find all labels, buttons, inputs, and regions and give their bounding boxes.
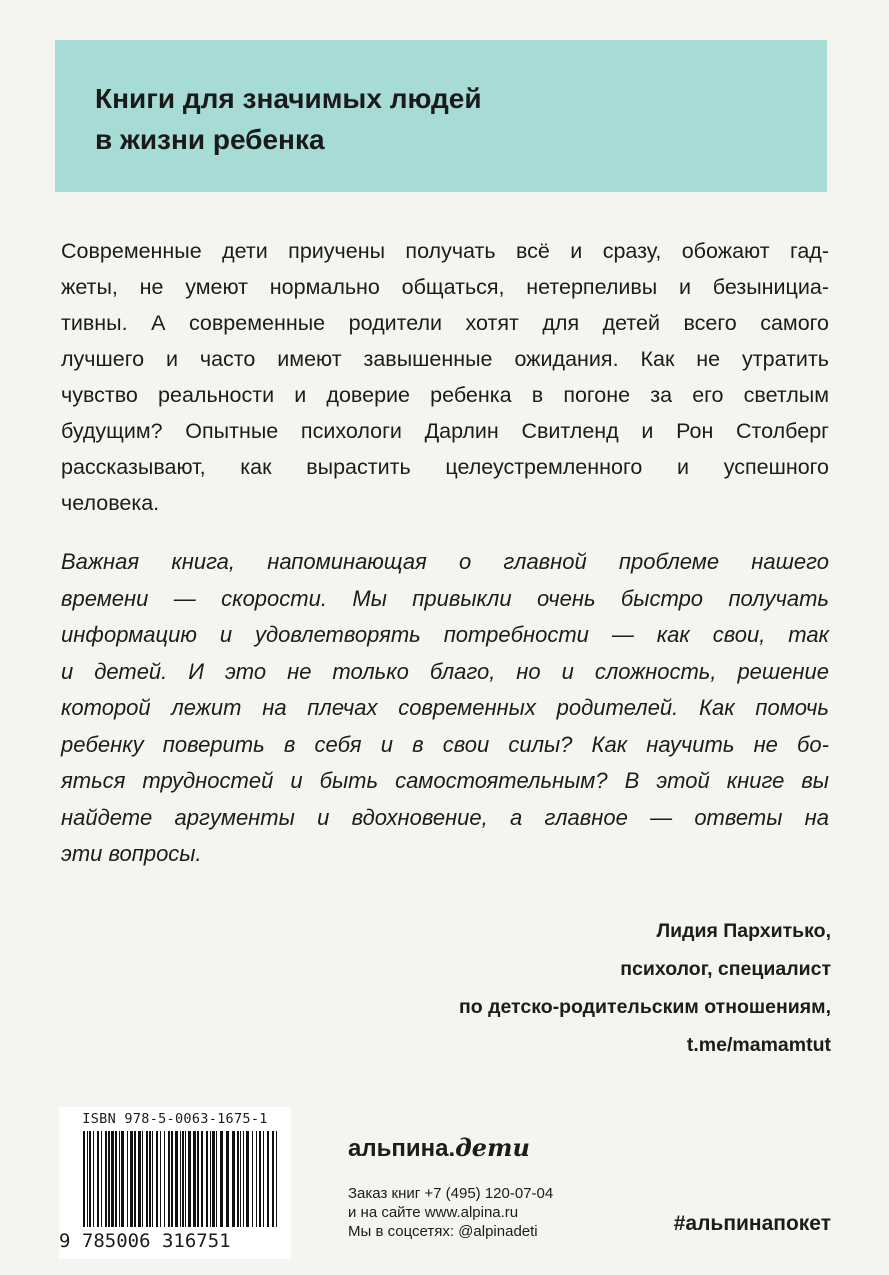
publisher-contacts <box>348 1184 553 1241</box>
quote-line: найдете аргументы и вдохновение, а главное — ответы на <box>61 804 829 830</box>
book-description <box>61 233 829 521</box>
barcode-bar <box>121 1131 124 1227</box>
hashtag: #альпинапокет <box>673 1212 831 1235</box>
barcode-bar <box>108 1131 110 1227</box>
publisher-logo <box>348 1133 530 1163</box>
reviewer-specialty: по детско-родительским отношениям, <box>458 996 831 1018</box>
reviewer-name: Лидия Пархитько, <box>656 920 831 942</box>
barcode-bar <box>212 1131 215 1227</box>
barcode-bar <box>193 1131 196 1227</box>
barcode-bar <box>93 1131 94 1227</box>
reviewer-link[interactable]: t.me/mamamtut <box>686 1034 831 1056</box>
barcode-bar <box>182 1131 184 1227</box>
banner-title <box>95 78 482 160</box>
barcode-bar <box>171 1131 173 1227</box>
quote-line: яться трудностей и быть самостоятельным? В этой книге вы <box>61 768 829 793</box>
quote-line: ребенку поверить в себя и в свои силы? Как научить не бо- <box>61 731 829 757</box>
barcode-bar <box>201 1131 203 1227</box>
description-line: лучшего и часто имеют завышенные ожидания. Как не утратить <box>61 347 829 371</box>
description-line: жеты, не умеют нормально общаться, нетерпеливы и безынициа- <box>61 275 829 299</box>
banner-title-line-1: Книги для значимых людей <box>95 83 482 114</box>
banner-title-line-2: в жизни ребенка <box>95 124 325 155</box>
barcode-bar <box>149 1131 151 1227</box>
barcode-bar <box>232 1131 235 1227</box>
barcode-bar <box>206 1131 208 1227</box>
barcode-bar <box>156 1131 158 1227</box>
barcode-bar <box>263 1131 264 1227</box>
quote-line: информацию и удовлетворять потребности — как свои, так <box>61 622 829 647</box>
barcode-bar <box>164 1131 165 1227</box>
isbn-label: ISBN 978-5-0063-1675-1 <box>82 1111 268 1127</box>
quote-line: и детей. И это не только благо, но и сложность, решение <box>61 658 829 684</box>
barcode-bar <box>267 1131 269 1227</box>
description-line: человека. <box>61 491 160 515</box>
barcode-bar <box>97 1131 99 1227</box>
barcode-bar <box>138 1131 141 1227</box>
order-phone: Заказ книг +7 (495) 120-07-04 <box>348 1185 554 1202</box>
barcode-bar <box>272 1131 274 1227</box>
barcode-bar <box>89 1131 91 1227</box>
barcode-bar <box>220 1131 223 1227</box>
barcode-bar <box>276 1131 277 1227</box>
barcode-bar <box>160 1131 161 1227</box>
barcode-bar <box>83 1131 85 1227</box>
quote-line: Важная книга, напоминающая о главной проблеме нашего <box>61 549 829 574</box>
barcode-bar <box>175 1131 178 1227</box>
description-line: чувство реальности и доверие ребенка в погоне за его светлым <box>61 383 829 407</box>
barcode-bar <box>127 1131 128 1227</box>
barcode-bar <box>168 1131 170 1227</box>
barcode-bar <box>197 1131 199 1227</box>
barcode-bar <box>185 1131 186 1227</box>
logo-suffix: дети <box>455 1133 530 1162</box>
barcode-bar <box>237 1131 239 1227</box>
quote-attribution <box>459 912 831 1064</box>
barcode-bar <box>240 1131 241 1227</box>
header-banner <box>55 40 827 192</box>
description-line: Современные дети приучены получать всё и сразу, обожают гад- <box>61 239 829 263</box>
ean-digits: 9 785006 316751 <box>59 1230 231 1252</box>
logo-prefix: альпина. <box>348 1135 456 1162</box>
barcode-bar <box>243 1131 244 1227</box>
description-line: тивны. А современные родители хотят для детей всего самого <box>61 311 829 335</box>
barcode-bar <box>246 1131 249 1227</box>
barcode-bar <box>210 1131 211 1227</box>
barcode-bar <box>111 1131 114 1227</box>
barcode-bar <box>142 1131 143 1227</box>
review-quote <box>61 544 829 873</box>
barcode-bar <box>256 1131 257 1227</box>
barcode-bar <box>146 1131 148 1227</box>
barcode-bar <box>87 1131 88 1227</box>
barcode-bar <box>216 1131 217 1227</box>
barcode-bar <box>188 1131 191 1227</box>
reviewer-role: психолог, специалист <box>620 958 831 980</box>
barcode-bar <box>119 1131 120 1227</box>
barcode-bar <box>105 1131 107 1227</box>
barcode-bar <box>152 1131 153 1227</box>
barcode-bar <box>252 1131 253 1227</box>
social-handle: Мы в соцсетях: @alpinadeti <box>348 1223 538 1240</box>
quote-line: времени — скорости. Мы привыкли очень быстро получать <box>61 585 829 611</box>
description-line: рассказывают, как вырастить целеустремленного и успешного <box>61 455 829 479</box>
website: и на сайте www.alpina.ru <box>348 1204 519 1221</box>
quote-line: эти вопросы. <box>61 841 202 866</box>
barcode-bar <box>130 1131 133 1227</box>
barcode-bar <box>226 1131 229 1227</box>
barcode-bars <box>81 1131 281 1239</box>
barcode-bar <box>180 1131 181 1227</box>
barcode-bar <box>101 1131 102 1227</box>
description-line: будущим? Опытные психологи Дарлин Свитленд и Рон Столберг <box>61 419 829 443</box>
barcode-bar <box>115 1131 117 1227</box>
barcode-bar <box>134 1131 136 1227</box>
quote-line: которой лежит на плечах современных родителей. Как помочь <box>61 695 829 720</box>
barcode-bar <box>259 1131 261 1227</box>
